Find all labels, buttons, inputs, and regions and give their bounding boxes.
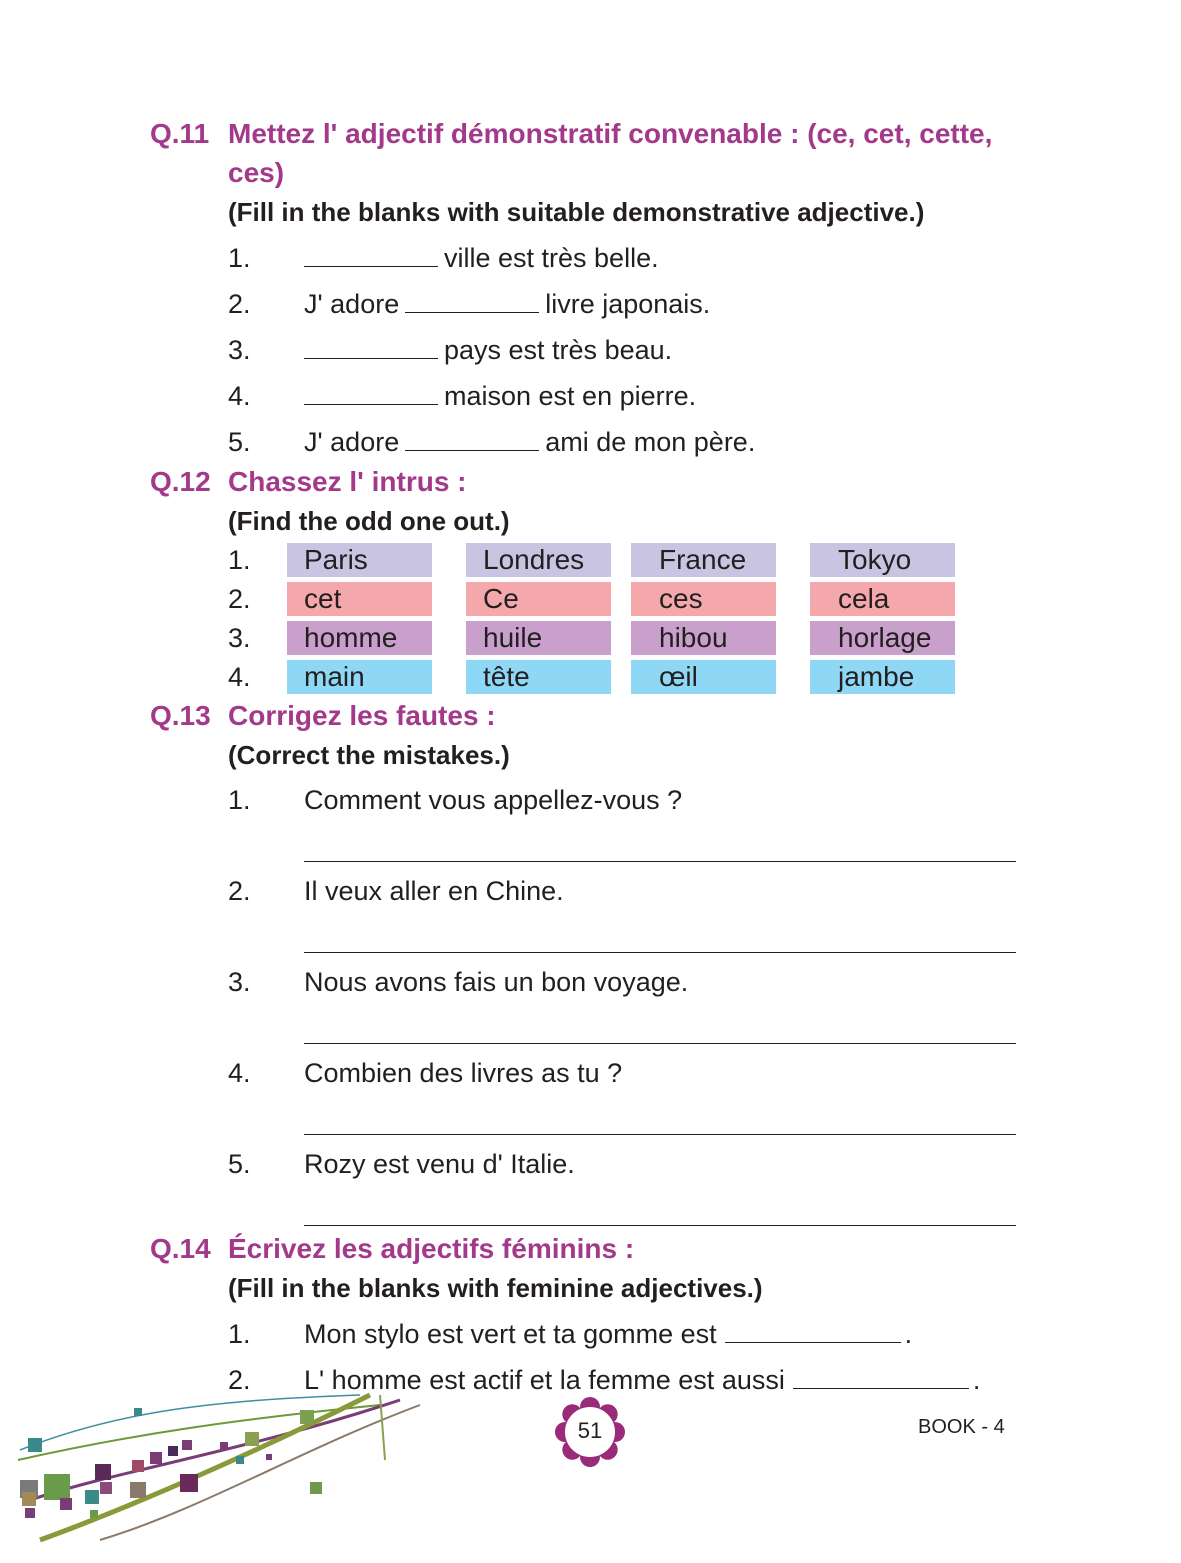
q12-word-cell[interactable]: main [287,660,432,694]
q14-subtitle: (Fill in the blanks with feminine adjectives.) [228,1273,763,1303]
q12-word-cell[interactable]: France [631,543,776,577]
q12-word-cell[interactable]: Ce [466,582,611,616]
q13-answer-line-1[interactable] [304,861,1016,862]
q11-title-continued: ces) [228,157,285,188]
q12-subtitle: (Find the odd one out.) [228,506,510,536]
q12-row-2-number: 2. [228,584,251,614]
q12-row-1-number: 1. [228,545,251,575]
q13-answer-line-3[interactable] [304,1043,1016,1044]
q12-word-cell[interactable]: jambe [810,660,955,694]
q12-number: Q.12 [150,466,211,497]
q13-answer-line-5[interactable] [304,1225,1016,1226]
q14-blank-2[interactable] [793,1368,969,1389]
q11-item-4: 4. maison est en pierre. [228,381,697,411]
q12-word-cell[interactable]: hibou [631,621,776,655]
page-number: 51 [577,1418,603,1443]
q12-heading [150,466,467,498]
q11-blank-1[interactable] [304,246,438,267]
q11-heading [150,118,992,150]
q12-word-cell[interactable]: horlage [810,621,955,655]
q13-item-4: 4. Combien des livres as tu ? [228,1058,623,1088]
q13-heading [150,700,496,732]
q12-row-4-number: 4. [228,662,251,692]
q13-item-1: 1. Comment vous appellez-vous ? [228,785,683,815]
q11-item-1: 1. ville est très belle. [228,243,659,273]
q11-blank-5[interactable] [405,430,539,451]
q12-word-cell[interactable]: Londres [466,543,611,577]
decorative-swirl-graphic [0,1390,440,1563]
q13-answer-line-2[interactable] [304,952,1016,953]
q13-subtitle: (Correct the mistakes.) [228,740,510,770]
q12-word-cell[interactable]: huile [466,621,611,655]
q12-title: Chassez l' intrus : [228,466,467,497]
q14-blank-1[interactable] [725,1322,901,1343]
q11-item-5: 5. J' adore ami de mon père. [228,427,756,457]
book-label: BOOK - 4 [918,1416,1005,1438]
q14-item-2: 2. L' homme est actif et la femme est aussi . [228,1365,981,1395]
q12-word-cell[interactable]: ces [631,582,776,616]
q11-blank-4[interactable] [304,384,438,405]
q11-item-3: 3. pays est très beau. [228,335,673,365]
q11-item-2: 2. J' adore livre japonais. [228,289,711,319]
q13-answer-line-4[interactable] [304,1134,1016,1135]
q11-number: Q.11 [150,118,210,149]
q13-title: Corrigez les fautes : [228,700,496,731]
q12-word-cell[interactable]: tête [466,660,611,694]
q14-number: Q.14 [150,1233,211,1264]
q13-number: Q.13 [150,700,211,731]
q11-title: Mettez l' adjectif démonstratif convenable : (ce, cet, cette, [228,118,993,149]
q12-row-3-number: 3. [228,623,251,653]
q14-item-1: 1. Mon stylo est vert et ta gomme est . [228,1319,913,1349]
q11-blank-2[interactable] [405,292,539,313]
q14-heading [150,1233,634,1265]
q13-item-3: 3. Nous avons fais un bon voyage. [228,967,689,997]
q12-word-cell[interactable]: cela [810,582,955,616]
q13-item-2: 2. Il veux aller en Chine. [228,876,564,906]
q13-item-5: 5. Rozy est venu d' Italie. [228,1149,575,1179]
q12-word-cell[interactable]: Paris [287,543,432,577]
q12-word-cell[interactable]: cet [287,582,432,616]
q12-word-cell[interactable]: Tokyo [810,543,955,577]
q12-word-cell[interactable]: œil [631,660,776,694]
q12-word-cell[interactable]: homme [287,621,432,655]
q11-subtitle: (Fill in the blanks with suitable demonstrative adjective.) [228,197,925,227]
q11-blank-3[interactable] [304,338,438,359]
q14-title: Écrivez les adjectifs féminins : [228,1233,635,1264]
